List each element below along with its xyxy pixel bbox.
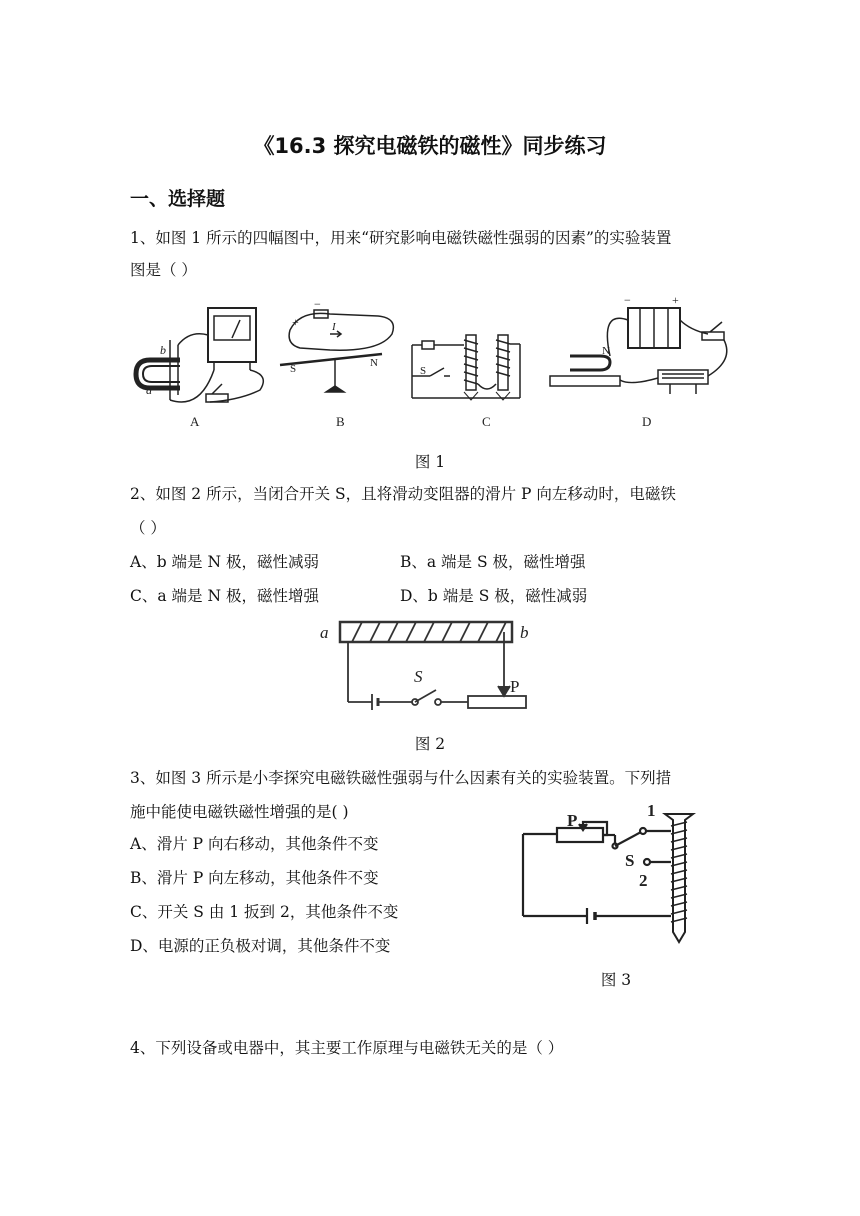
figure-1-panel-label-c: C (482, 414, 491, 429)
figure-2-label-s: S (414, 667, 423, 686)
q3-text-line1: 3、如图 3 所示是小李探究电磁铁磁性强弱与什么因素有关的实验装置。下列措 (130, 769, 672, 787)
figure-1 (130, 290, 740, 440)
figure-1-caption: 图 1 (414, 453, 446, 471)
figure-2-label-p: P (510, 677, 520, 696)
q3-option-d: D、电源的正负极对调，其他条件不变 (130, 937, 391, 955)
q3-option-c: C、开关 S 由 1 扳到 2，其他条件不变 (130, 903, 399, 921)
q1-text-line2: 图是（ ） (130, 261, 197, 279)
figure-1-label-d-plus: + (672, 293, 679, 307)
figure-1-panel-d (550, 308, 727, 394)
figure-3 (515, 796, 700, 946)
q2-text-line2: （ ） (130, 519, 166, 537)
q3-option-b: B、滑片 P 向左移动，其他条件不变 (130, 869, 379, 887)
section-heading: 一、选择题 (130, 188, 226, 210)
figure-1-panel-label-b: B (336, 414, 345, 429)
q3-option-a: A、滑片 P 向右移动，其他条件不变 (130, 835, 379, 853)
figure-1-label-b-plus: + (292, 315, 299, 329)
figure-3-label-s: S (625, 851, 635, 870)
figure-1-label-a-a: a (146, 383, 152, 397)
figure-2 (318, 612, 540, 722)
figure-1-panel-label-a: A (190, 414, 200, 429)
q3-text-line2: 施中能使电磁铁磁性增强的是( ) (130, 803, 349, 821)
figure-3-label-p: P (567, 811, 578, 830)
figure-3-label-2: 2 (639, 871, 648, 890)
figure-3-caption: 图 3 (600, 971, 632, 989)
figure-1-panel-c (412, 335, 520, 400)
q4-text-line1: 4、下列设备或电器中，其主要工作原理与电磁铁无关的是（ ） (130, 1039, 564, 1057)
figure-1-panel-a (136, 308, 263, 402)
figure-1-panel-label-d: D (642, 414, 652, 429)
q2-text-line1: 2、如图 2 所示，当闭合开关 S，且将滑动变阻器的滑片 P 向左移动时，电磁铁 (130, 485, 676, 503)
figure-2-label-b: b (520, 623, 529, 642)
q2-option-c: C、a 端是 N 极，磁性增强 (130, 587, 319, 605)
figure-1-label-d-n: N (602, 345, 610, 357)
q2-option-b: B、a 端是 S 极，磁性增强 (400, 553, 586, 571)
figure-1-label-b-s: S (290, 363, 297, 375)
q1-text-line1: 1、如图 1 所示的四幅图中，用来“研究影响电磁铁磁性强弱的因素”的实验装置 (130, 229, 672, 247)
figure-1-label-c-s: S (420, 365, 427, 377)
figure-1-label-a-b: b (160, 343, 166, 357)
figure-2-caption: 图 2 (414, 735, 446, 753)
page-title: 《16.3 探究电磁铁的磁性》同步练习 (253, 134, 607, 158)
figure-1-label-b-current: I (332, 321, 336, 333)
q2-option-a: A、b 端是 N 极，磁性减弱 (130, 553, 319, 571)
figure-1-label-b-minus: − (314, 297, 321, 311)
figure-1-label-b-n: N (370, 357, 378, 369)
figure-3-label-1: 1 (647, 801, 656, 820)
q2-option-d: D、b 端是 S 极，磁性减弱 (400, 587, 588, 605)
figure-2-label-a: a (320, 623, 329, 642)
figure-1-label-d-minus: − (624, 293, 631, 307)
